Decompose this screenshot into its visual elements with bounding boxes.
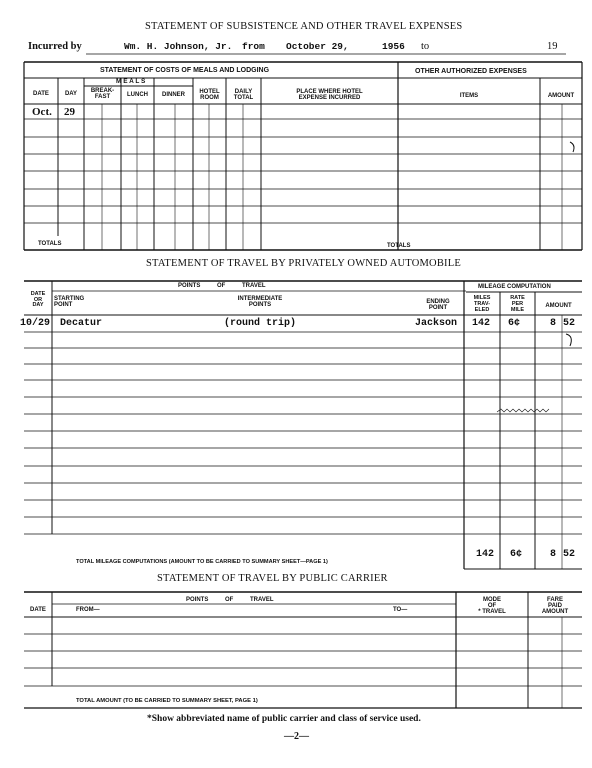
page-number: —2— — [284, 731, 309, 742]
carrier-col-date: DATE — [30, 607, 46, 613]
auto-row-start[interactable]: Decatur — [60, 318, 103, 329]
auto-col-ending: ENDING POINT — [426, 299, 450, 311]
auto-col-date: DATE OR DAY — [30, 291, 46, 308]
other-expenses-heading: OTHER AUTHORIZED EXPENSES — [415, 68, 527, 75]
from-date[interactable]: October 29, — [286, 41, 349, 52]
auto-total-label: TOTAL MILEAGE COMPUTATIONS (AMOUNT TO BE CARRIED TO SUMMARY SHEET—PAGE 1) — [76, 559, 328, 565]
incurred-by-label: Incurred by — [28, 41, 82, 52]
auto-total-amount-dollars[interactable]: 8 — [550, 549, 557, 560]
auto-points-header: POINTS OF TRAVEL — [178, 283, 266, 289]
automobile-heading: STATEMENT OF TRAVEL BY PRIVATELY OWNED AUTOMOBILE — [146, 258, 461, 269]
auto-col-starting: STARTING POINT — [54, 296, 85, 308]
auto-col-miles: MILES TRAV- ELED — [473, 295, 491, 313]
col-place: PLACE WHERE HOTEL EXPENSE INCURRED — [296, 89, 363, 101]
carrier-points-header: POINTS OF TRAVEL — [186, 597, 274, 603]
col-hotel-room: HOTEL ROOM — [199, 89, 220, 101]
mileage-computation-header: MILEAGE COMPUTATION — [478, 284, 551, 290]
auto-col-rate: RATE PER MILE — [510, 295, 525, 313]
auto-col-intermediate: INTERMEDIATE POINTS — [237, 296, 283, 308]
from-year[interactable]: 1956 — [382, 41, 405, 52]
auto-row-end[interactable]: Jackson — [415, 318, 458, 329]
auto-row-amount-cents[interactable]: 52 — [563, 318, 576, 329]
col-dinner: DINNER — [161, 92, 185, 98]
col-breakfast: BREAK- FAST — [90, 88, 115, 100]
meal-row-day[interactable]: 29 — [64, 106, 75, 118]
auto-total-miles[interactable]: 142 — [476, 549, 495, 560]
auto-row-intermediate[interactable]: (round trip) — [224, 318, 297, 329]
carrier-col-from: FROM— — [76, 607, 100, 613]
carrier-col-to: TO— — [393, 607, 408, 613]
public-carrier-heading: STATEMENT OF TRAVEL BY PUBLIC CARRIER — [157, 573, 388, 584]
meals-lodging-heading: STATEMENT OF COSTS OF MEALS AND LODGING — [100, 67, 270, 74]
footnote: *Show abbreviated name of public carrier and class of service used. — [147, 714, 421, 724]
col-amount: AMOUNT — [547, 93, 575, 99]
other-totals-label: TOTALS — [387, 243, 411, 249]
meals-label: M E A L S — [116, 78, 146, 85]
meal-row-date[interactable]: Oct. — [32, 106, 52, 118]
auto-row-miles[interactable]: 142 — [472, 318, 491, 329]
traveler-name[interactable]: Wm. H. Johnson, Jr. — [124, 41, 233, 52]
auto-total-rate[interactable]: 6¢ — [510, 549, 523, 560]
auto-col-amount: AMOUNT — [545, 303, 572, 309]
auto-row-date[interactable]: 10/29 — [20, 318, 51, 329]
to-label: to — [421, 41, 430, 52]
carrier-total-label: TOTAL AMOUNT (TO BE CARRIED TO SUMMARY SHEET, PAGE 1) — [76, 698, 258, 704]
form-title: STATEMENT OF SUBSISTENCE AND OTHER TRAVEL EXPENSES — [145, 21, 463, 32]
col-daily-total: DAILY TOTAL — [233, 89, 254, 101]
auto-row-amount-dollars[interactable]: 8 — [550, 318, 557, 329]
carrier-col-mode: MODE OF * TRAVEL — [478, 597, 506, 615]
col-date: DATE — [33, 91, 49, 97]
from-label: from — [242, 41, 265, 52]
meals-totals-label: TOTALS — [38, 241, 62, 247]
col-lunch: LUNCH — [127, 92, 148, 98]
col-day: DAY — [64, 91, 78, 97]
year-prefix: 19 — [547, 41, 558, 52]
auto-row-rate[interactable]: 6¢ — [508, 318, 521, 329]
carrier-col-fare: FARE PAID AMOUNT — [541, 597, 569, 615]
auto-total-amount-cents[interactable]: 52 — [563, 549, 576, 560]
col-items: ITEMS — [459, 93, 479, 99]
